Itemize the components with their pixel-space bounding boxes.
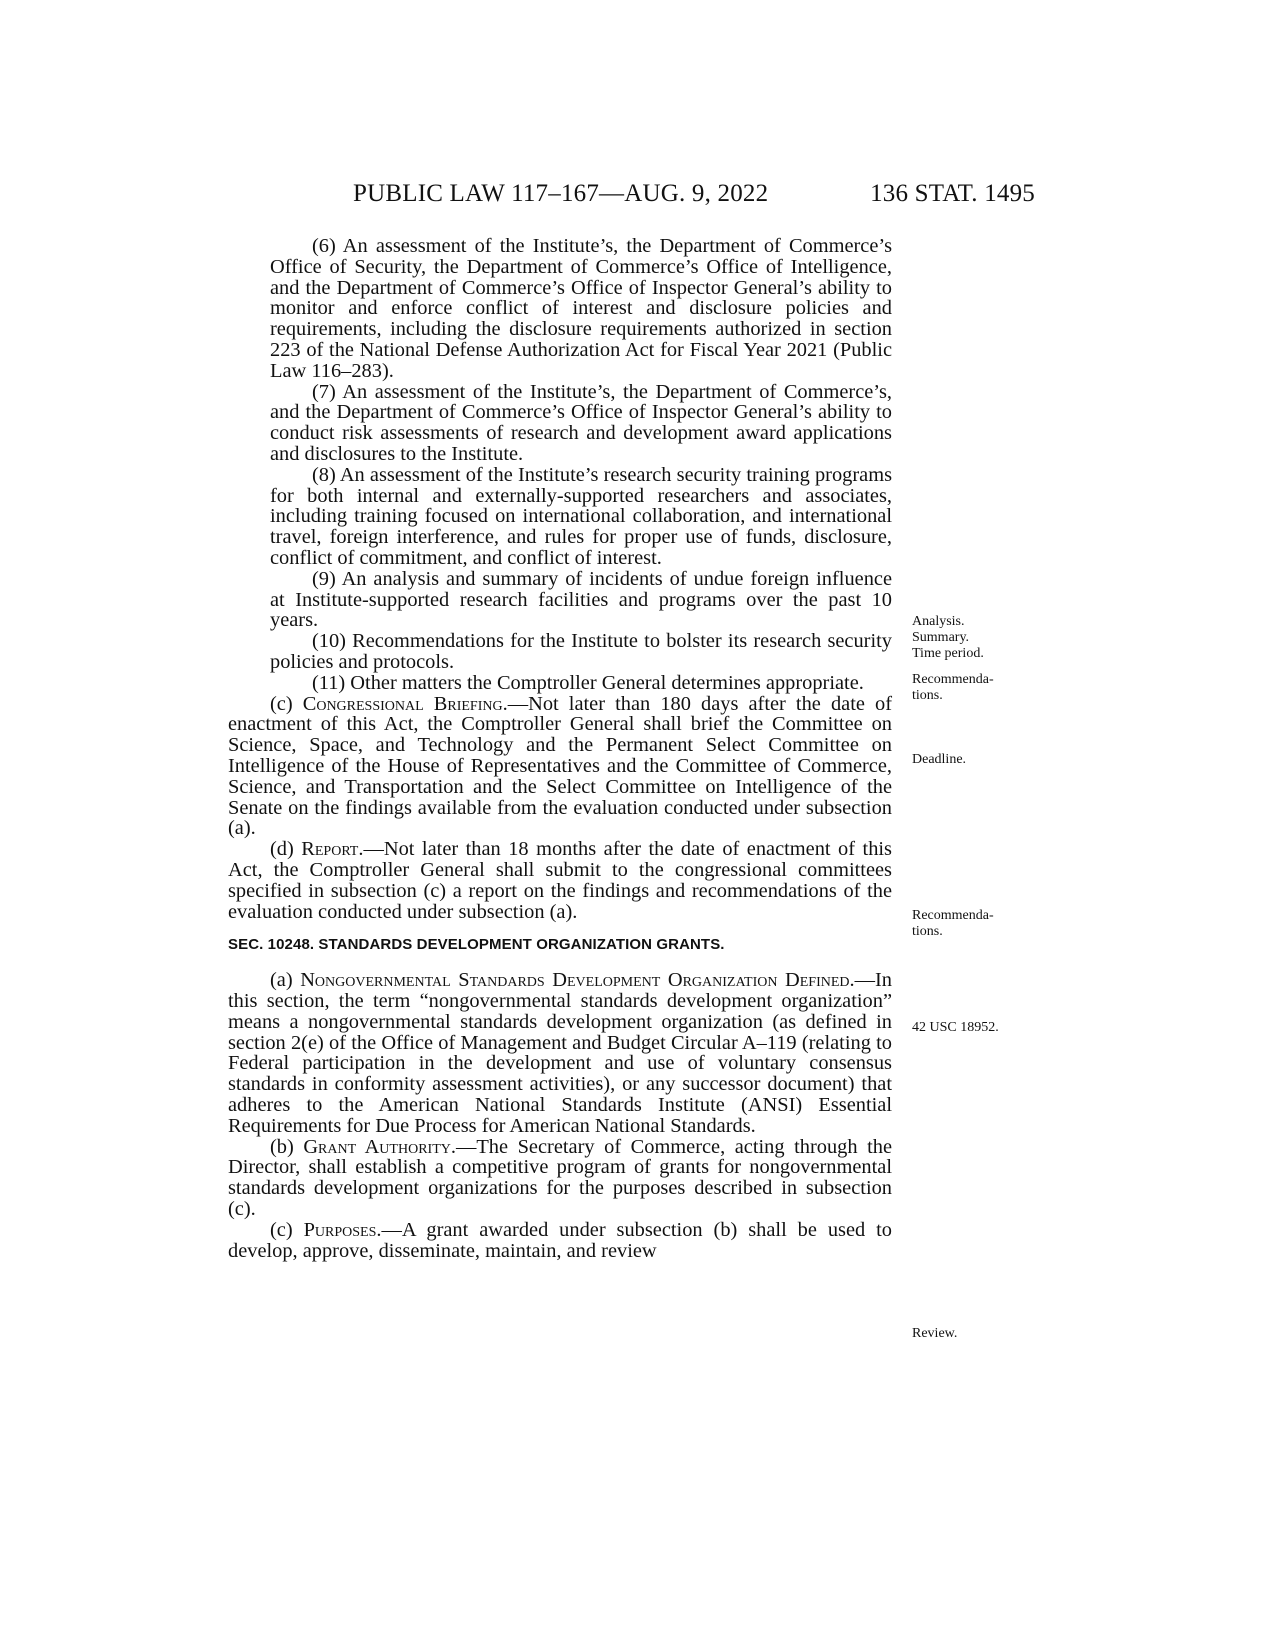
margin-note-line: Recommenda-	[912, 672, 994, 687]
item-8: (8) An assessment of the Institute’s research security training programs for both internal and externally-supported researchers and associates, including training focused on international collaboration, and international travel, foreign interference, and rules for proper use of funds, disclosure, conflict of commitment, and conflict of interest.	[270, 463, 892, 569]
section-subsection-a	[228, 970, 892, 1136]
subsection-d-report	[228, 839, 892, 922]
margin-note-recommendations-1	[912, 672, 1042, 704]
subsection-text: .—In this section, the term “nongovernmental standards development organization” means a nongovernmental standards development organization (as defined in section 2(e) of the Office of Management and Budget Circular A–119 (relating to Federal participation in the development and use of voluntary consensus standards in conformity assessment activities), or any successor document) that adheres to the American National Standards Institute (ANSI) Essential Requirements for Due Process for American National Standards.	[228, 969, 893, 1137]
main-text	[228, 236, 892, 1261]
item-10: (10) Recommendations for the Institute to bolster its research security policies and protocols.	[270, 630, 892, 673]
subsection-heading: Purposes	[303, 1218, 377, 1241]
subsection-label: (b)	[270, 1135, 304, 1158]
margin-note-line: Analysis.	[912, 614, 965, 629]
subsection-label: (c)	[270, 692, 303, 715]
section-subsection-b	[228, 1137, 892, 1220]
margin-note-line: 42 USC 18952.	[912, 1020, 999, 1035]
subsection-heading: Grant Authority	[303, 1135, 451, 1158]
subsection-label: (a)	[270, 969, 301, 992]
subsection-text: .—A grant awarded under subsection (b) shall be used to develop, approve, disseminate, maintain, and review	[228, 1218, 892, 1262]
item-11: (11) Other matters the Comptroller General determines appropriate.	[312, 671, 864, 694]
margin-note-line: tions.	[912, 924, 943, 939]
margin-note-usc	[912, 1020, 1042, 1036]
margin-note-line: tions.	[912, 688, 943, 703]
margin-note-review	[912, 1326, 1042, 1342]
item-6: (6) An assessment of the Institute’s, the Department of Commerce’s Office of Security, the Department of Commerce’s Office of Intelligence, and the Department of Commerce’s Office of Inspector General’s ability to monitor and enforce conflict of interest and disclosure policies and requirements, including the disclosure requirements authorized in section 223 of the National Defense Authorization Act for Fiscal Year 2021 (Public Law 116–283).	[270, 235, 892, 382]
margin-note-line: Review.	[912, 1326, 958, 1341]
margin-note-line: Recommenda-	[912, 908, 994, 923]
stat-reference: 136 STAT. 1495	[870, 180, 1035, 207]
subsection-heading: Report	[301, 838, 359, 861]
margin-note-analysis	[912, 614, 1042, 662]
subsection-text: .—Not later than 180 days after the date of enactment of this Act, the Comptroller General shall brief the Committee on Science, Space, and Technology and the Permanent Select Committee on Intelligence of the House of Representatives and the Committee of Commerce, Science, and Transportation and the Select Committee on Intelligence of the Senate on the findings available from the evaluation conducted under subsection (a).	[228, 692, 892, 840]
section-subsection-c	[228, 1220, 892, 1262]
item-9: (9) An analysis and summary of incidents of undue foreign influence at Institute-supported research facilities and programs over the past 10 years.	[270, 567, 892, 632]
margin-note-line: Summary.	[912, 630, 970, 645]
subsection-heading: Nongovernmental Standards Development Organization Defined	[300, 969, 850, 992]
list-items	[228, 236, 892, 694]
subsection-label: (c)	[270, 1218, 304, 1241]
margin-note-deadline	[912, 752, 1042, 768]
subsection-text: .—The Secretary of Commerce, acting through the Director, shall establish a competitive program of grants for nongovernmental standards development organizations for the purposes described in subsection (c).	[228, 1135, 892, 1221]
margin-note-line: Deadline.	[912, 752, 967, 767]
section-heading: SEC. 10248. STANDARDS DEVELOPMENT ORGANIZATION GRANTS.	[228, 936, 725, 954]
subsection-heading: Congressional Briefing	[302, 692, 503, 715]
law-title: PUBLIC LAW 117–167—AUG. 9, 2022	[353, 180, 769, 207]
item-7: (7) An assessment of the Institute’s, the Department of Commerce’s, and the Department of Commerce’s Office of Inspector General’s ability to conduct risk assessments of research and development award applications and disclosures to the Institute.	[270, 380, 892, 465]
margin-note-recommendations-2	[912, 908, 1042, 940]
subsection-label: (d)	[270, 838, 302, 861]
subsection-text: .—Not later than 18 months after the date of enactment of this Act, the Comptroller General shall submit to the congressional committees specified in subsection (c) a report on the findings and recommendations of the evaluation conducted under subsection (a).	[228, 838, 892, 923]
subsection-c-congressional-briefing	[228, 694, 892, 840]
margin-note-line: Time period.	[912, 646, 984, 661]
page-header	[0, 178, 1275, 210]
